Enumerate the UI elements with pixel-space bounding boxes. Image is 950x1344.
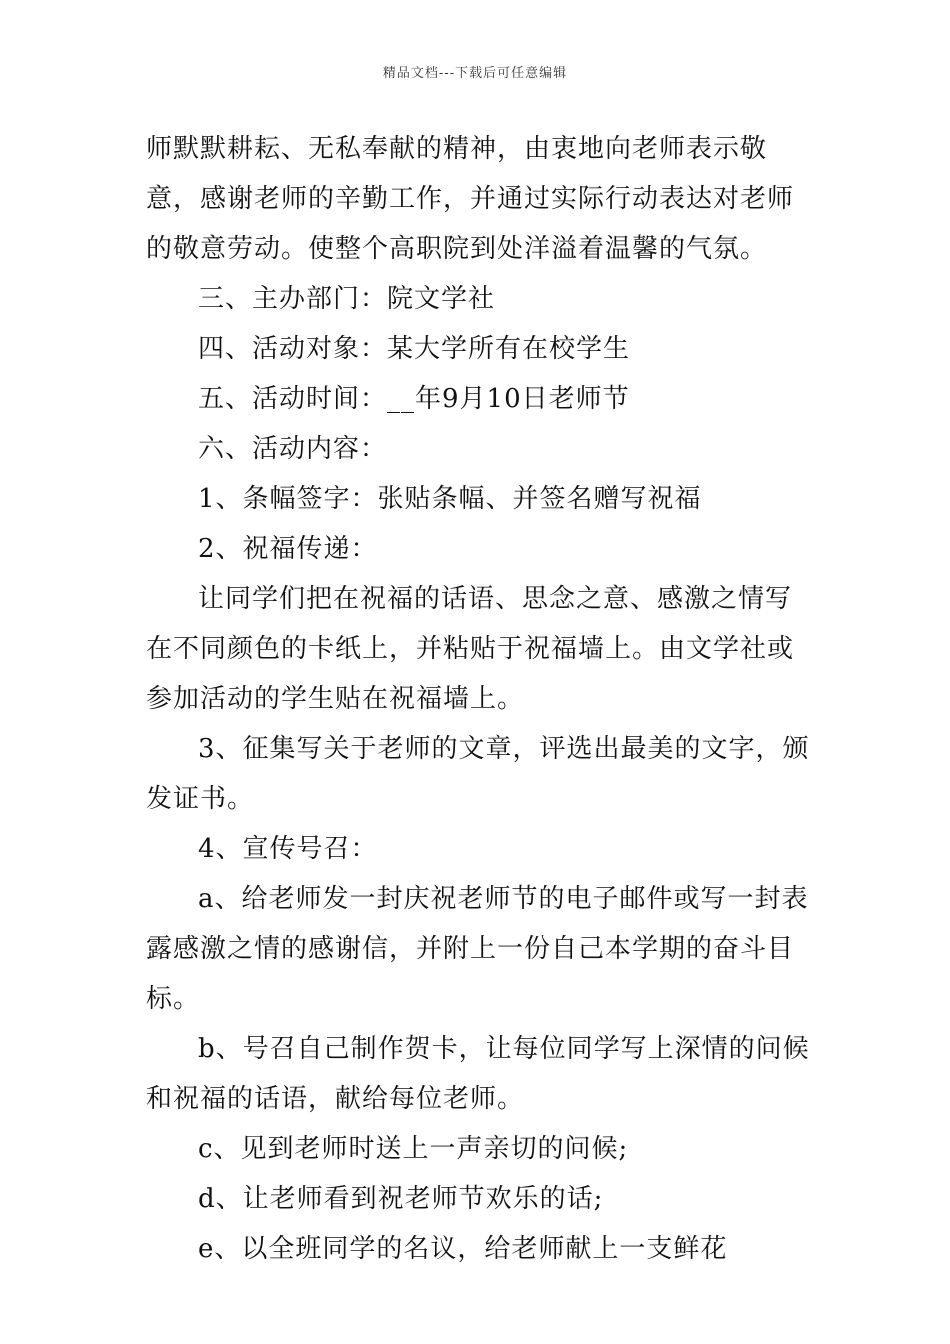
paragraph-content-heading: 六、活动内容： [198,434,388,464]
paragraph-organizer: 三、主办部门：院文学社 [198,284,496,314]
paragraph-audience: 四、活动对象：某大学所有在校学生 [198,334,631,364]
paragraph-item-2-detail: 让同学们把在祝福的话语、思念之意、感激之情写在不同颜色的卡纸上，并粘贴于祝福墙上。由文学社或参加活动的学生贴在祝福墙上。 [146,584,795,714]
page-header: 精品文档---下载后可任意编辑 [382,66,568,81]
paragraph-item-a: a、给老师发一封庆祝老师节的电子邮件或写一封表露感激之情的感谢信，并附上一份自己本学期的奋斗目标。 [146,884,809,1014]
paragraph-item-e: e、以全班同学的名议，给老师献上一支鲜花 [198,1234,728,1264]
paragraph-continued: 师默默耕耘、无私奉献的精神，由衷地向老师表示敬意，感谢老师的辛勤工作，并通过实际行动表达对老师的敬意劳动。使整个高职院到处洋溢着温馨的气氛。 [146,134,795,264]
paragraph-item-b: b、号召自己制作贺卡，让每位同学写上深情的问候和祝福的话语，献给每位老师。 [146,1034,810,1114]
paragraph-item-c: c、见到老师时送上一声亲切的问候; [198,1134,629,1164]
paragraph-item-3: 3、征集写关于老师的文章，评选出最美的文字，颁发证书。 [146,734,810,814]
paragraph-item-2: 2、祝福传递： [198,534,378,564]
paragraph-item-d: d、让老师看到祝老师节欢乐的话; [198,1184,604,1214]
paragraph-item-1: 1、条幅签字：张贴条幅、并签名赠写祝福 [198,484,702,514]
document-body [146,124,816,1274]
paragraph-time: 五、活动时间：__年9月10日老师节 [198,384,630,414]
paragraph-item-4: 4、宣传号召： [198,834,378,864]
